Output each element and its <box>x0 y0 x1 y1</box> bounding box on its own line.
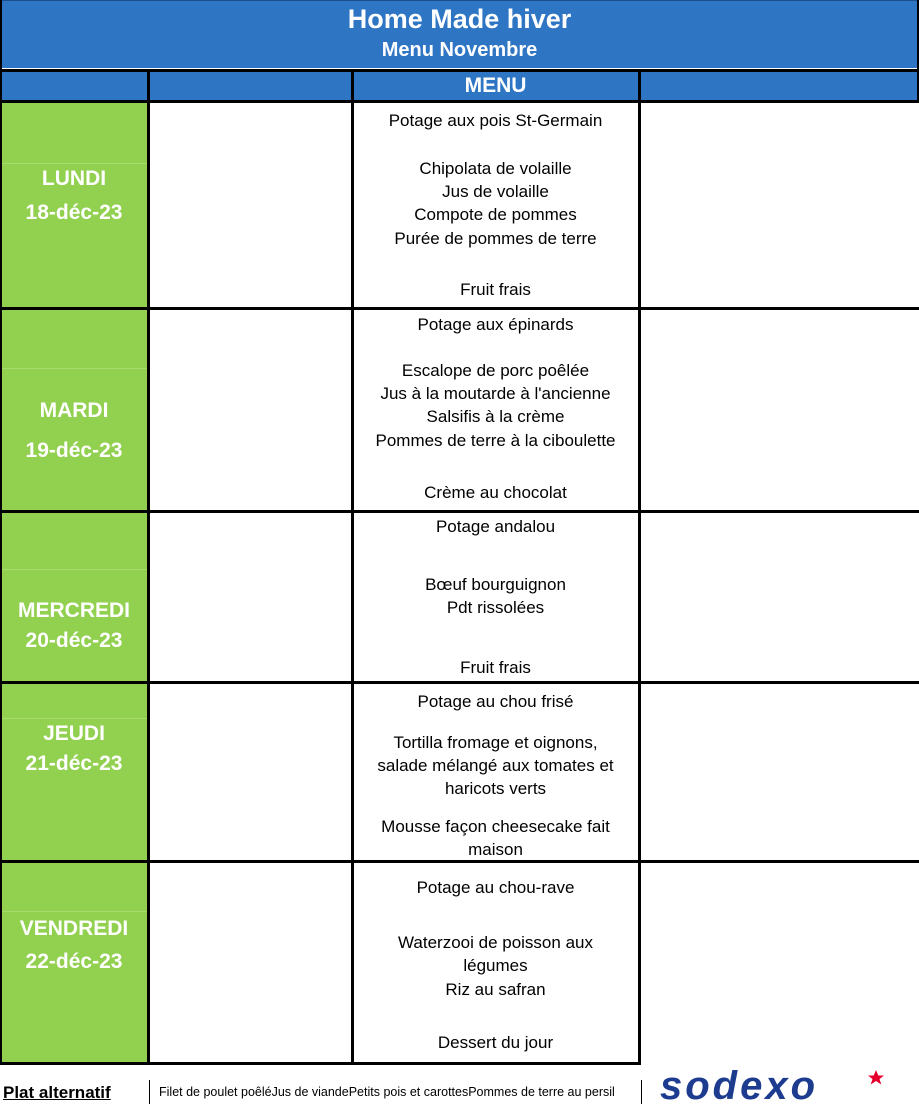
alternative-dish-text: Filet de poulet poêléJus de viandePetits pois et carottesPommes de terre au persil <box>159 1085 615 1099</box>
day-date: 18-déc-23 <box>25 201 123 224</box>
menu-item: salade mélangé aux tomates et <box>377 756 614 775</box>
day-name: LUNDI <box>41 167 107 190</box>
menu-item: Potage andalou <box>435 517 556 536</box>
menu-item: Crème au chocolat <box>424 483 567 502</box>
day-name: MARDI <box>39 399 109 422</box>
day-cell-thursday <box>0 682 148 861</box>
menu-column-label: MENU <box>464 74 527 97</box>
menu-header <box>0 0 919 68</box>
menu-item: Potage au chou frisé <box>417 692 574 711</box>
menu-item: Escalope de porc poêlée <box>401 361 590 380</box>
page-subtitle: Menu Novembre <box>381 39 538 61</box>
footer-divider <box>641 1080 642 1104</box>
day-cell-tuesday <box>0 308 148 511</box>
menu-item: Waterzooi de poisson aux <box>398 933 593 952</box>
grid-line <box>0 307 919 310</box>
menu-item: Compote de pommes <box>414 205 577 224</box>
column-header-empty-2 <box>639 69 919 103</box>
page-title: Home Made hiver <box>347 4 572 34</box>
grid-line <box>0 681 919 684</box>
logo-text: sodexo <box>660 1068 819 1106</box>
grid-line <box>351 69 354 1064</box>
menu-cell-monday <box>352 103 639 308</box>
day-name: JEUDI <box>43 722 105 745</box>
menu-item: Tortilla fromage et oignons, <box>393 733 598 752</box>
column-header-empty-1 <box>148 69 352 103</box>
menu-item: Fruit frais <box>460 658 531 677</box>
grid-line <box>147 69 150 1064</box>
grid-line <box>0 860 919 863</box>
grid-line <box>0 1062 641 1065</box>
day-cell-friday <box>0 861 148 1064</box>
grid-line <box>0 510 919 513</box>
menu-item: Mousse façon cheesecake fait <box>381 817 610 836</box>
day-cell-monday <box>0 103 148 308</box>
menu-item: Potage au chou-rave <box>416 878 575 897</box>
column-header-menu <box>352 69 639 103</box>
menu-item: Dessert du jour <box>437 1033 554 1052</box>
day-name: VENDREDI <box>19 917 129 940</box>
sodexo-logo <box>654 1068 904 1106</box>
menu-item: haricots verts <box>444 779 547 798</box>
menu-cell-wednesday <box>352 511 639 682</box>
grid-line <box>0 0 2 1064</box>
menu-item: Pommes de terre à la ciboulette <box>375 431 616 450</box>
day-cell-wednesday <box>0 511 148 682</box>
menu-item: Pdt rissolées <box>446 598 545 617</box>
footer-divider <box>149 1080 150 1104</box>
grid-line <box>638 69 641 1064</box>
menu-item: Potage aux pois St-Germain <box>388 111 603 130</box>
menu-item: Potage aux épinards <box>417 315 574 334</box>
star-icon <box>868 1070 884 1085</box>
menu-item: maison <box>468 840 523 859</box>
menu-item: Jus de volaille <box>442 182 549 201</box>
menu-item: Bœuf bourguignon <box>425 575 566 594</box>
day-date: 19-déc-23 <box>25 439 123 462</box>
day-date: 21-déc-23 <box>25 752 123 775</box>
menu-cell-tuesday <box>352 308 639 511</box>
column-header-day <box>0 69 148 103</box>
alternative-dish-label: Plat alternatif <box>3 1083 111 1102</box>
menu-item: Riz au safran <box>445 980 546 999</box>
menu-item: Jus à la moutarde à l'ancienne <box>380 384 611 403</box>
menu-item: Chipolata de volaille <box>419 159 572 178</box>
menu-item: Salsifis à la crème <box>426 407 565 426</box>
menu-item: Purée de pommes de terre <box>394 229 597 248</box>
menu-cell-friday <box>352 861 639 1064</box>
day-date: 22-déc-23 <box>25 950 123 973</box>
menu-item: légumes <box>463 956 528 975</box>
menu-item: Fruit frais <box>460 280 531 299</box>
day-name: MERCREDI <box>17 599 130 622</box>
menu-cell-thursday <box>352 682 639 861</box>
day-date: 20-déc-23 <box>25 629 123 652</box>
